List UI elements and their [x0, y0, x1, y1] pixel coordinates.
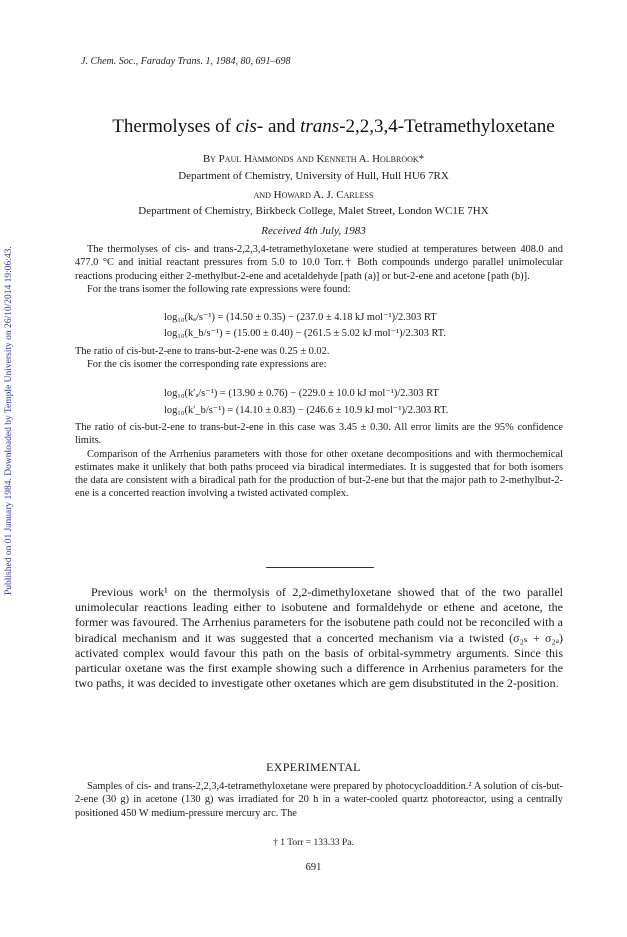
rate-equation-3: log₁₀(k′ₐ/s⁻¹) = (13.90 ± 0.76) − (229.0 ± 10.0 kJ mol⁻¹)/2.303 RT — [164, 388, 439, 399]
authors: By Paul Hammonds and Kenneth A. Holbrook* — [202, 153, 425, 165]
rate-equation-4: log₁₀(k′_b/s⁻¹) = (14.10 ± 0.83) − (246.6 ± 10.9 kJ mol⁻¹)/2.303 RT. — [164, 405, 449, 416]
affiliation-hull: Department of Chemistry, University of Hull, Hull HU6 7RX — [178, 170, 449, 182]
author-second: and Howard A. J. Carless — [253, 189, 374, 201]
section-heading-experimental: EXPERIMENTAL — [266, 760, 361, 774]
page-number: 691 — [305, 862, 322, 873]
title-post: 2,2,3,4-Tetramethyloxetane — [345, 116, 555, 137]
introduction-section — [75, 585, 563, 691]
abstract-text-2: For the trans isomer the following rate expressions were found: — [87, 283, 351, 295]
title-pre: Thermolyses of — [112, 116, 236, 137]
received-date: Received 4th July, 1983 — [261, 225, 366, 237]
rate-equation-1: log₁₀(kₐ/s⁻¹) = (14.50 ± 0.35) − (237.0 ± 4.18 kJ mol⁻¹)/2.303 RT — [164, 312, 437, 323]
experimental-text: Samples of cis- and trans-2,2,3,4-tetramethyloxetane were prepared by photocycloaddition.² A solution of cis-but-2-ene (30 g) in acetone (130 g) was irradiated for 20 h in a water-cooled quartz photoreactor, using a centrally positioned 450 W medium-pressure mercury arc. The — [75, 781, 563, 819]
abstract-paragraph-3 — [75, 421, 563, 501]
title-cis: cis- — [235, 116, 264, 137]
title-trans: trans- — [300, 116, 346, 137]
abstract-text-5: The ratio of cis-but-2-ene to trans-but-2-ene in this case was 3.45 ± 0.30. All error limits are the 95% confidence limits. — [75, 422, 563, 447]
abstract-text-1: The thermolyses of cis- and trans-2,2,3,4-tetramethyloxetane were studied at temperatures between 408.0 and 477.0 °C and initial reactant pressures from 5.0 to 10.0 Torr.† Both compounds undergo parallel unimolecular reactions producing either 2-methylbut-2-ene and acetaldehyde [path (a)] or but-2-ene and acetone [path (b)]. — [75, 244, 563, 282]
rate-equation-2: log₁₀(k_b/s⁻¹) = (15.00 ± 0.40) − (261.5 ± 5.02 kJ mol⁻¹)/2.303 RT. — [164, 328, 446, 339]
journal-citation: J. Chem. Soc., Faraday Trans. 1, 1984, 80, 691–698 — [81, 56, 291, 67]
affiliation-birkbeck: Department of Chemistry, Birkbeck College, Malet Street, London WC1E 7HX — [138, 205, 489, 217]
abstract-text-6: Comparison of the Arrhenius parameters with those for other oxetane decompositions and with thermochemical estimates make it unlikely that both paths proceed via biradical intermediates. It is suggested that for both isomers the data are consistent with a biradical path for the production of but-2-ene but that the major path to 2-methylbut-2-ene is a concerted reaction involving a twisted activated complex. — [75, 448, 563, 500]
abstract-paragraph-1 — [75, 243, 563, 296]
abstract-paragraph-2 — [75, 345, 563, 372]
title-mid: and — [263, 116, 301, 137]
abstract-text-3: The ratio of cis-but-2-ene to trans-but-2-ene was 0.25 ± 0.02. — [75, 346, 330, 357]
abstract-text-4: For the cis isomer the corresponding rate expressions are: — [87, 359, 327, 371]
section-divider — [266, 567, 374, 568]
article-title — [40, 116, 627, 138]
introduction-text: Previous work¹ on the thermolysis of 2,2-dimethyloxetane showed that of the two parallel unimolecular reactions leading either to isobutene and formaldehyde or ethene and acetone, the former was favoured. The Arrhenius parameters for the isobutene path could not be reconciled with a biradical mechanism and it was suggested that a concerted mechanism via a twisted (σ₂ₛ + σ₂ₐ) activated complex would favour this path on the basis of orbital-symmetry arguments. Since this particular oxetane was the first example showing such a difference in Arrhenius parameters for the two paths, it was decided to investigate other oxetanes which are gem disubstituted in the 2-position. — [75, 585, 563, 691]
experimental-section — [75, 780, 563, 820]
download-watermark: Published on 01 January 1984. Downloaded by Temple University on 26/10/2014 19:06:43. — [4, 246, 14, 595]
footnote: † 1 Torr = 133.33 Pa. — [273, 838, 354, 848]
